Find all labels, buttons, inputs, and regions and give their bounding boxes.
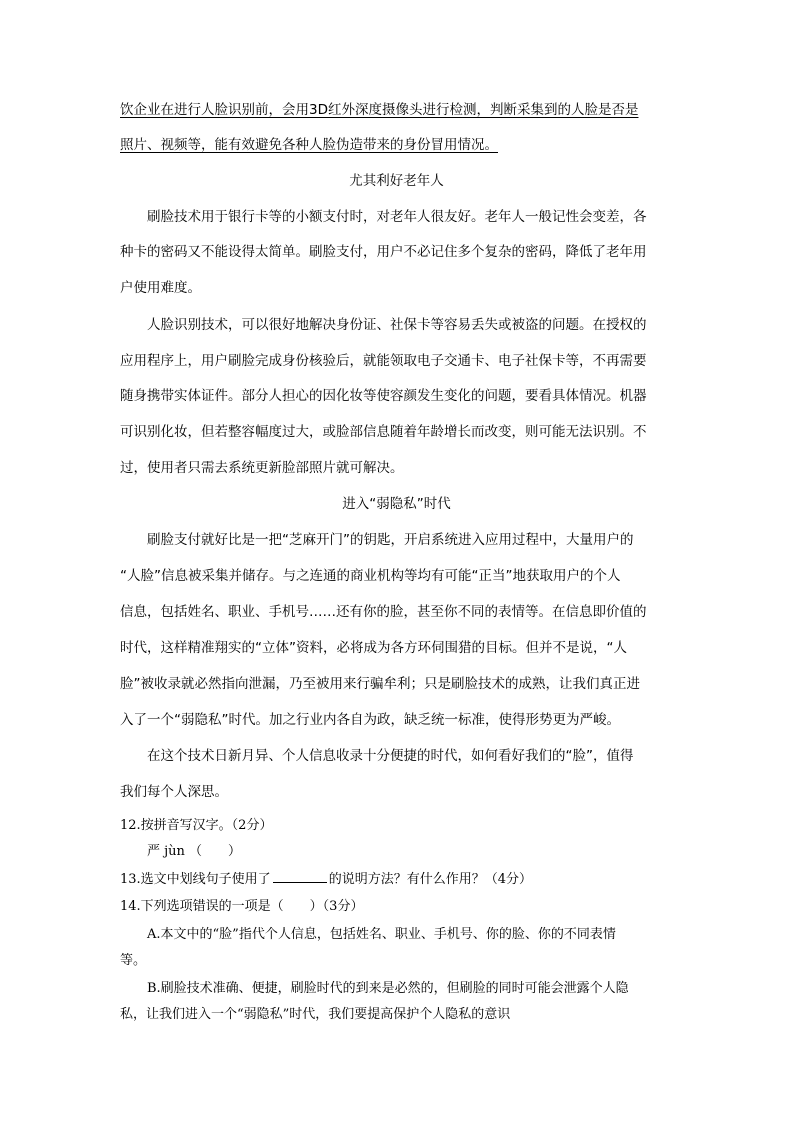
section-heading-weak-privacy: 进入“弱隐私”时代 xyxy=(342,496,451,512)
paragraph-line: 户使用难度。 xyxy=(120,280,201,296)
paragraph-line: 可识别化妆，但若整容幅度过大，或脸部信息随着年龄增长而改变，则可能无法识别。不 xyxy=(120,424,647,440)
underlined-sentence-line-2: 照片、视频等，能有效避免各种人脸伪造带来的身份冒用情况。 xyxy=(120,137,498,153)
paragraph-line: 种卡的密码又不能设得太简单。刷脸支付，用户不必记住多个复杂的密码，降低了老年用 xyxy=(120,244,647,260)
question-12: 12.按拼音写汉字。（2分） xyxy=(120,818,273,833)
paragraph-line: 刷脸技术用于银行卡等的小额支付时，对老年人很友好。老年人一般记性会变差，各 xyxy=(147,209,647,225)
paragraph-line: 随身携带实体证件。部分人担心的因化妆等使容颜发生变化的问题，要看具体情况。机器 xyxy=(120,388,647,404)
paragraph-line: 在这个技术日新月异、个人信息收录十分便捷的时代，如何看好我们的“脸”，值得 xyxy=(147,748,634,764)
question-12-item: 严 jùn （ ） xyxy=(147,844,242,859)
paragraph-line: 入了一个“弱隐私”时代。加之行业内各自为政，缺乏统一标准，使得形势更为严峻。 xyxy=(120,712,620,728)
question-14: 14.下列选项错误的一项是（ ）（3分） xyxy=(120,899,364,914)
paragraph-line: 应用程序上，用户刷脸完成身份核验后，就能领取电子交通卡、电子社保卡等，不再需要 xyxy=(120,353,647,369)
paragraph-line: “人脸”信息被采集并储存。与之连通的商业机构等均有可能“正当”地获取用户的个人 xyxy=(120,568,621,584)
paragraph-line: 信息，包括姓名、职业、手机号……还有你的脸，甚至你不同的表情等。在信息即价值的 xyxy=(120,604,647,620)
section-heading-elderly: 尤其利好老年人 xyxy=(349,173,444,189)
option-a-line-1: A.本文中的“脸”指代个人信息，包括姓名、职业、手机号、你的脸、你的不同表情 xyxy=(147,927,616,942)
paragraph-line: 时代，这样精准翔实的“立体”资料，必将成为各方环伺围猎的目标。但并不是说，“人 xyxy=(120,640,627,656)
paragraph-line: 过，使用者只需去系统更新脸部照片就可解决。 xyxy=(120,460,404,476)
answer-blank[interactable] xyxy=(273,870,327,883)
question-13 xyxy=(120,870,532,889)
paragraph-line: 脸”被收录就必然指向泄漏，乃至被用来行骗牟利；只是刷脸技术的成熟，让我们真正进 xyxy=(120,676,640,692)
paragraph-line: 人脸识别技术，可以很好地解决身份证、社保卡等容易丢失或被盗的问题。在授权的 xyxy=(147,317,647,333)
paragraph-line: 刷脸支付就好比是一把“芝麻开门”的钥匙，开启系统进入应用过程中，大量用户的 xyxy=(147,532,634,548)
option-a-line-2: 等。 xyxy=(120,953,147,968)
paragraph-line: 我们每个人深思。 xyxy=(120,784,228,800)
option-b-line-1: B.刷脸技术准确、便捷，刷脸时代的到来是必然的，但刷脸的同时可能会泄露个人隐 xyxy=(147,981,629,996)
underlined-sentence-line-1: 饮企业在进行人脸识别前，会用3D红外深度摄像头进行检测，判断采集到的人脸是否是 xyxy=(120,102,639,118)
question-13-suffix: 的说明方法？有什么作用？（4分） xyxy=(328,872,532,887)
question-13-prefix: 13.选文中划线句子使用了 xyxy=(120,872,271,887)
option-b-line-2: 私，让我们进入一个“弱隐私”时代，我们要提高保护个人隐私的意识 xyxy=(120,1007,511,1022)
